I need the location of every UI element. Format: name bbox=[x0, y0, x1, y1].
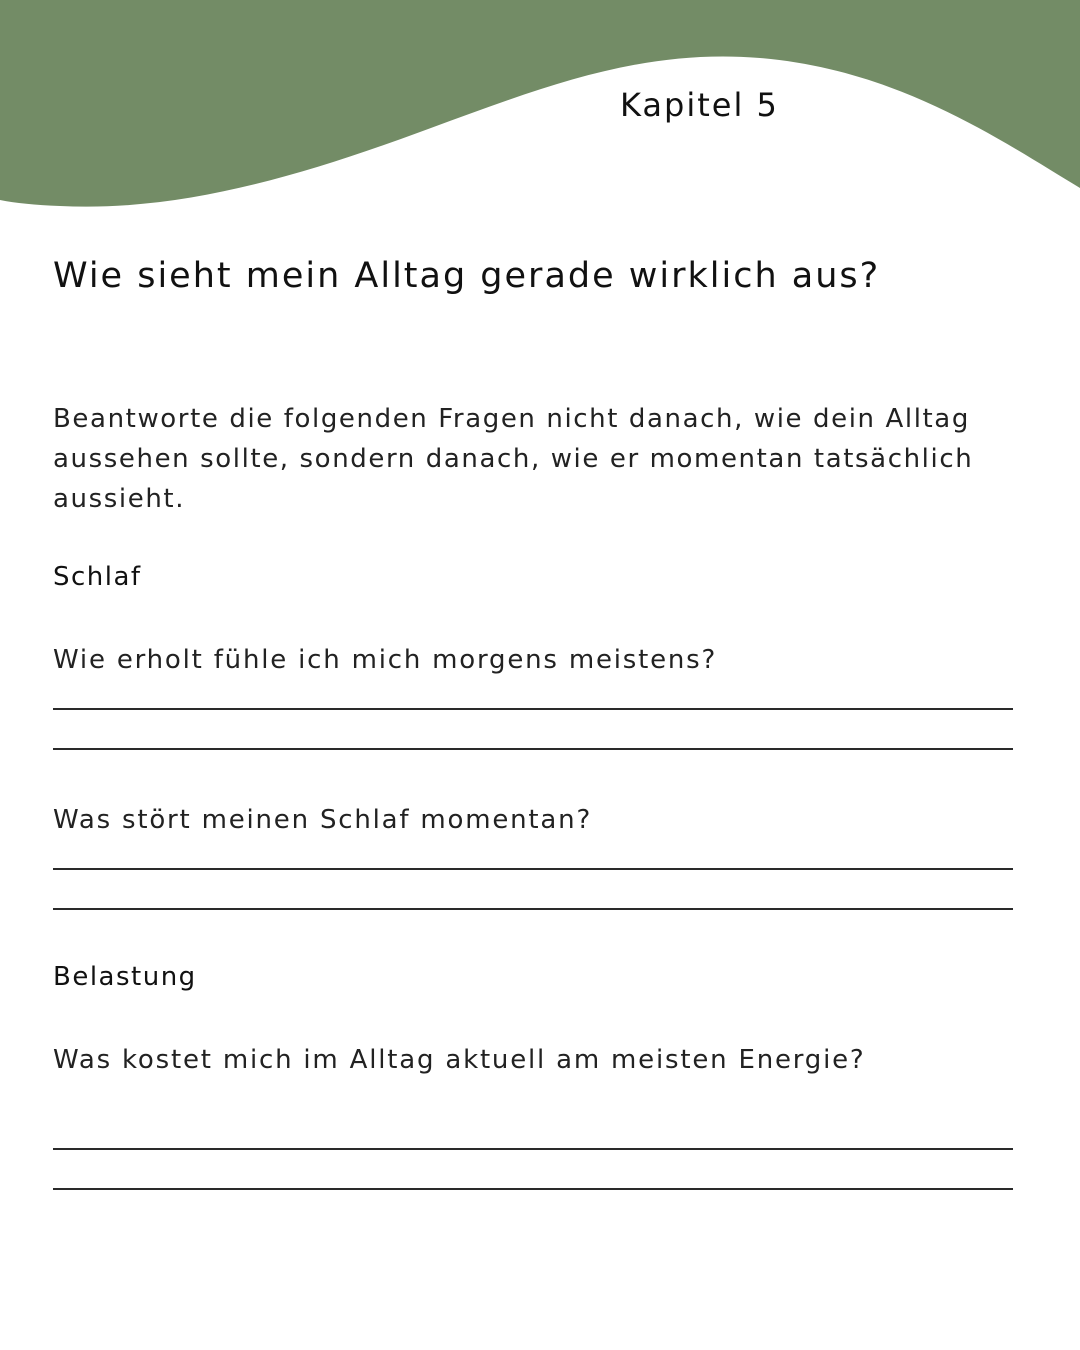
answer-line[interactable] bbox=[53, 1188, 1013, 1190]
answer-line[interactable] bbox=[53, 1148, 1013, 1150]
question-text: Was kostet mich im Alltag aktuell am meisten Energie? bbox=[53, 1045, 866, 1075]
section-label-schlaf: Schlaf bbox=[53, 562, 142, 592]
page-title: Wie sieht mein Alltag gerade wirklich aus? bbox=[53, 256, 881, 296]
answer-line[interactable] bbox=[53, 868, 1013, 870]
answer-line[interactable] bbox=[53, 748, 1013, 750]
answer-line[interactable] bbox=[53, 908, 1013, 910]
chapter-label: Kapitel 5 bbox=[620, 86, 779, 124]
question-text: Was stört meinen Schlaf momentan? bbox=[53, 805, 593, 835]
intro-text: Beantworte die folgenden Fragen nicht danach, wie dein Alltag aussehen sollte, sondern danach, wie er momentan tatsächlich aussieht. bbox=[53, 404, 974, 514]
answer-line[interactable] bbox=[53, 708, 1013, 710]
wave-shape bbox=[0, 0, 1080, 207]
header-wave-background bbox=[0, 0, 1080, 240]
section-label-belastung: Belastung bbox=[53, 962, 197, 992]
question-text: Wie erholt fühle ich mich morgens meistens? bbox=[53, 645, 718, 675]
